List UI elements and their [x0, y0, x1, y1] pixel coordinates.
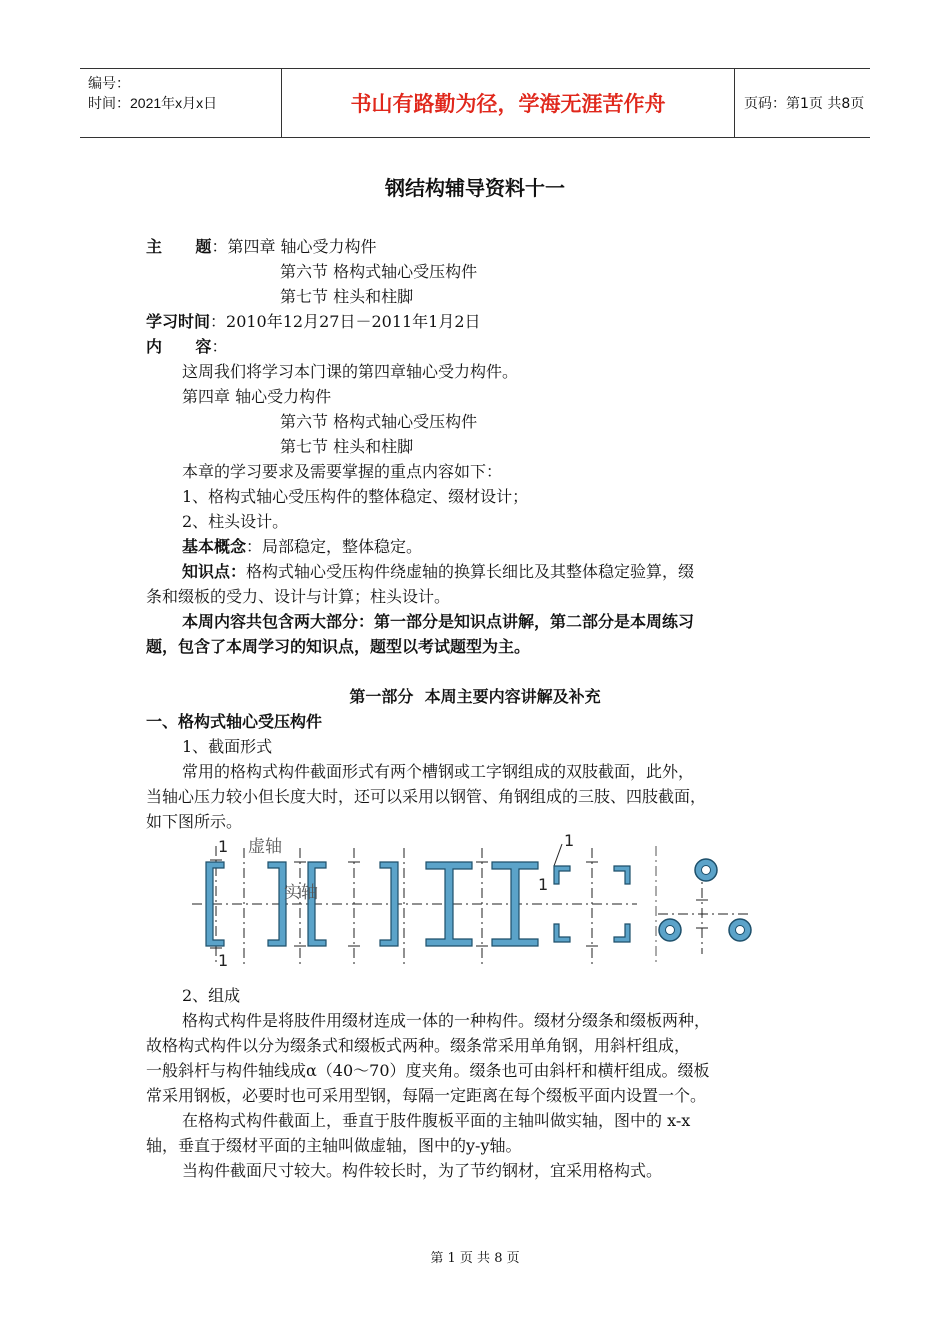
serial-label: 编号： — [88, 75, 130, 91]
intro-p1: 这周我们将学习本门课的第四章轴心受力构件。 — [182, 362, 519, 381]
study-time-label: 学习时间 — [146, 312, 211, 331]
intro-p2: 第四章 轴心受力构件 — [182, 387, 332, 406]
document-title: 钢结构辅导资料十一 — [385, 176, 565, 200]
section1-heading: 一、格构式轴心受压构件 — [146, 712, 323, 731]
s2-line-4: 常采用钢板，必要时也可采用型钢，每隔一定距离在每个缀板平面内设置一个。 — [146, 1086, 707, 1105]
intro-p7: 2、柱头设计。 — [182, 512, 289, 531]
s2-line-6: 轴，垂直于缀材平面的主轴叫做虚轴，图中的y-y轴。 — [146, 1136, 522, 1155]
fig-label-1-angle-top: 1 — [564, 831, 575, 850]
angle-tl — [554, 866, 570, 884]
s1-line-3: 如下图所示。 — [146, 812, 243, 831]
knowledge-line-2: 条和缀板的受力、设计与计算；柱头设计。 — [146, 587, 451, 606]
channel-right-2 — [380, 862, 398, 946]
summary-line-2: 题，包含了本周学习的知识点，题型以考试题型为主。 — [146, 637, 531, 656]
intro-p3: 第六节 格构式轴心受压构件 — [280, 412, 478, 431]
content-line: 内 容： — [146, 337, 228, 356]
topic-label: 主 题 — [146, 237, 212, 256]
summary-line-1: 本周内容共包含两大部分：第一部分是知识点讲解，第二部分是本周练习 — [182, 612, 695, 631]
basic-concept-line: 基本概念：局部稳定，整体稳定。 — [182, 537, 423, 556]
topic-line-1: 主 题：第四章 轴心受力构件 — [146, 237, 377, 256]
s2-line-7: 当构件截面尺寸较大。构件较长时，为了节约钢材，宜采用格构式。 — [182, 1161, 663, 1180]
knowledge-line-1: 知识点：格构式轴心受压构件绕虚轴的换算长细比及其整体稳定验算，缀 — [182, 562, 695, 581]
fig-label-1-bottom: 1 — [218, 951, 229, 970]
topic-line-3: 第七节 柱头和柱脚 — [280, 287, 414, 306]
topic-line-2: 第六节 格构式轴心受压构件 — [280, 262, 478, 281]
fig-label-shizhou: 实轴 — [284, 883, 318, 903]
page-footer: 第 1 页 共 8 页 — [430, 1251, 520, 1266]
s1-line-2: 当轴心压力较小但长度大时，还可以采用以钢管、角钢组成的三肢、四肢截面， — [146, 787, 707, 806]
angle-br — [614, 924, 630, 942]
subsection-2: 2、组成 — [182, 986, 241, 1005]
header-table — [80, 68, 870, 138]
date-label: 时间：2021年x月x日 — [88, 95, 218, 111]
angle-tr — [614, 866, 630, 884]
study-time-line: 学习时间：2010年12月27日－2011年1月2日 — [146, 312, 481, 331]
basic-concept-label: 基本概念 — [182, 537, 247, 556]
angle-bl — [554, 924, 570, 942]
cross-section-figure — [192, 826, 772, 974]
motto: 书山有路勤为径，学海无涯苦作舟 — [282, 69, 735, 137]
s2-line-1: 格构式构件是将肢件用缀材连成一体的一种构件。缀材分缀条和缀板两种， — [182, 1011, 711, 1030]
intro-p5: 本章的学习要求及需要掌握的重点内容如下： — [182, 462, 503, 481]
s2-line-5: 在格构式构件截面上，垂直于肢件腹板平面的主轴叫做实轴，图中的 x-x — [182, 1111, 691, 1130]
s2-line-2: 故格构式构件以分为缀条式和缀板式两种。缀条常采用单角钢，用斜杆组成， — [146, 1036, 691, 1055]
part1-heading: 第一部分 本周主要内容讲解及补充 — [349, 687, 601, 706]
content-label: 内 容 — [146, 337, 212, 356]
fig-label-1-angle-left: 1 — [538, 875, 549, 894]
intro-p4: 第七节 柱头和柱脚 — [280, 437, 414, 456]
subsection-1: 1、截面形式 — [182, 737, 273, 756]
page-indicator: 页码：第1页 共8页 — [744, 96, 865, 112]
fig-label-xuzhou: 虚轴 — [248, 837, 282, 857]
header-left-cell — [80, 69, 282, 137]
knowledge-label: 知识点： — [182, 562, 247, 581]
intro-p6: 1、格构式轴心受压构件的整体稳定、缀材设计； — [182, 487, 529, 506]
s2-line-3: 一般斜杆与构件轴线成α（40～70）度夹角。缀条也可由斜杆和横杆组成。缀板 — [146, 1061, 710, 1080]
s1-line-1: 常用的格构式构件截面形式有两个槽钢或工字钢组成的双肢截面，此外， — [182, 762, 695, 781]
fig-label-1-top: 1 — [218, 837, 229, 856]
